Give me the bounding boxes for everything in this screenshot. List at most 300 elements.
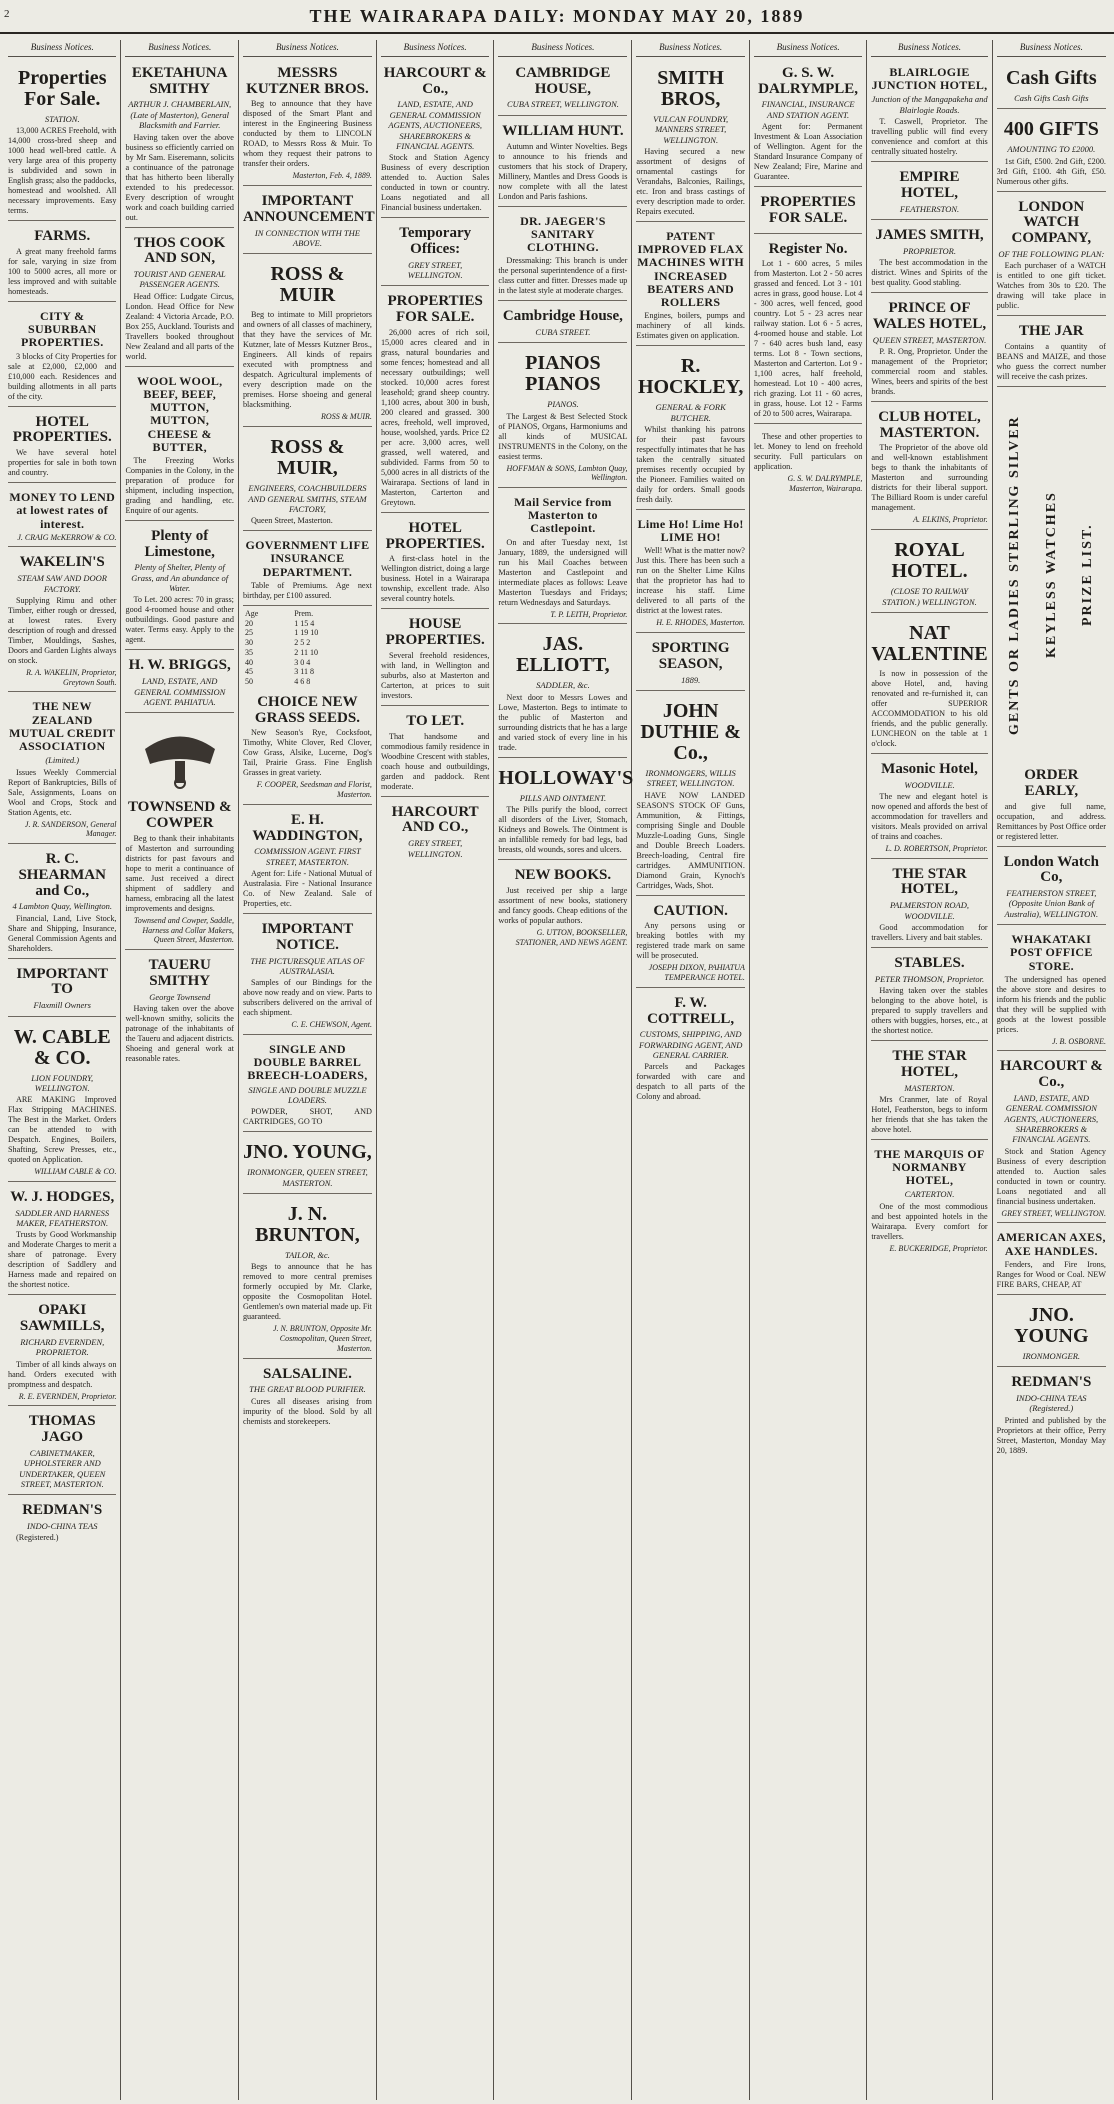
ad-body: Having secured a new assortment of designs of ornamental castings for Verandahs, Balconies, Railings, etc. Iron and brass castings of every description made to order. Repairs executed. — [636, 147, 745, 217]
ad-heading: MONEY TO LEND at lowest rates of interest. — [9, 490, 116, 531]
ad-body: Having taken over the stables belonging to the above hotel, is prepared to supply travellers and others with buggies, horses, etc., at the shortest notice. — [871, 986, 988, 1036]
ad-subheading: IN CONNECTION WITH THE ABOVE. — [254, 227, 360, 249]
column-4 — [377, 40, 494, 2100]
advertisement — [8, 1020, 116, 1182]
ad-body: P. R. Ong, Proprietor. Under the management of the Proprietor; commercial room and stables. Wines, beers and spirits of the best brands. — [871, 346, 988, 396]
ad-signature: J. R. SANDERSON, General Manager. — [24, 819, 117, 839]
ad-heading: SINGLE AND DOUBLE BARREL BREECH-LOADERS, — [247, 1042, 368, 1083]
ad-body: Trusts by Good Workmanship and Moderate Charges to merit a share of patronage. Every description of Saddlery and Harness made and repaired on the shortest notice. — [8, 1230, 117, 1290]
ad-subheading: CUBA STREET, WELLINGTON. — [506, 99, 619, 110]
advertisement — [997, 319, 1106, 387]
advertisement — [8, 847, 116, 959]
advertisement — [754, 237, 862, 425]
advertisement — [997, 1226, 1106, 1294]
ad-heading: LONDON WATCH COMPANY, — [1011, 198, 1092, 247]
ad-subheading: Cash Gifts Cash Gifts — [1014, 92, 1089, 103]
table-row — [243, 648, 372, 658]
advertisement — [871, 533, 987, 613]
ad-heading: R. HOCKLEY, — [637, 355, 744, 399]
ad-subheading: PIANOS. — [547, 399, 579, 410]
ad-heading: CAMBRIDGE HOUSE, — [515, 64, 611, 97]
ad-body: Stock and Station Agency Business of every description attended to. Auction sales conducted in town or country. Loans negotiated and all financial business undertaken. — [996, 1146, 1106, 1206]
ad-body: Issues Weekly Commercial Report of Bankruptcies, Bills of Sale, Assignments, Loans on Wool and Crops, Stock and Station Agents, etc. — [8, 767, 117, 817]
ad-subheading: THE GREAT BLOOD PURIFIER. — [249, 1384, 366, 1395]
ad-signature: Masterton, Feb. 4, 1889. — [292, 171, 372, 181]
ad-signature: WILLIAM CABLE & CO. — [34, 1167, 117, 1177]
ad-body: Just received per ship a large assortment of new books, stationery and fancy goods. Cheap editions of the works of popular authors. — [498, 885, 628, 925]
advertisement — [8, 1409, 116, 1495]
advertisement — [871, 757, 987, 859]
table-row — [243, 667, 372, 677]
column-7 — [750, 40, 867, 2100]
ad-subheading: MASTERTON. — [904, 1082, 955, 1093]
ad-heading: EKETAHUNA SMITHY — [131, 64, 228, 97]
ad-heading: SALSALINE. — [263, 1365, 352, 1382]
columns — [4, 40, 1110, 2100]
column-5 — [494, 40, 632, 2100]
ad-subheading: RICHARD EVERNDEN, PROPRIETOR. — [20, 1336, 105, 1358]
ad-heading: TAUERU SMITHY — [148, 957, 211, 989]
ad-heading: G. S. W. DALRYMPLE, — [758, 64, 859, 97]
ad-body: Well! What is the matter now? Just this. There has been such a run on the Shelter Lime Kilns that the proprietor has had to increase his staff. Lime delivered to all parts of the district at the lowest rates. — [636, 546, 745, 616]
ad-heading: THE STAR HOTEL, — [892, 1048, 967, 1080]
ad-subheading: (Limited.) — [45, 755, 80, 766]
ad-body: and give full name, occupation, and address. Remittances by Post Office order or registered letter. — [996, 801, 1106, 841]
ad-heading: THE STAR HOTEL, — [892, 865, 967, 898]
ad-body: Good accommodation for travellers. Livery and bait stables. — [871, 922, 988, 942]
ad-body: Supplying Rimu and other Timber, either rough or dressed, at lowest rates. Every description of rough and dressed Timber, Mouldings, Sashes, Doors and Garden Lights always on stock. — [8, 595, 117, 665]
advertisement — [498, 627, 627, 757]
ad-subheading: SADDLER, &c. — [536, 680, 590, 691]
ad-heading: THE NEW ZEALAND MUTUAL CREDIT ASSOCIATION — [9, 699, 116, 753]
advertisement — [243, 430, 372, 531]
ad-heading: FARMS. — [34, 228, 91, 245]
advertisement — [997, 928, 1106, 1051]
ad-subheading: IRONMONGER. — [1022, 1350, 1081, 1361]
advertisement — [636, 636, 744, 691]
advertisement — [636, 513, 744, 633]
advertisement — [754, 61, 862, 187]
ad-body: New Season's Rye, Cocksfoot, Timothy, White Clover, Red Clover, Cow Grass, Alsike, Lucerne, Dog's Tail, Prairie Grass. Fine English Grasses in great variety. — [242, 728, 372, 778]
ad-signature: G. UTTON, BOOKSELLER, STATIONER, AND NEWS AGENT. — [515, 927, 628, 947]
ad-body: Several freehold residences, with land, in Wellington and suburbs, also at Masterton and Carterton, at prices to suit investors. — [380, 650, 490, 700]
advertisement — [997, 850, 1106, 926]
advertisement — [997, 1054, 1106, 1223]
ad-body: Next door to Messrs Lowes and Lowe, Masterton. Begs to intimate to the public of Masterton and surrounding districts that he has a large and varied stock of every line in his trade. — [498, 692, 628, 752]
advertisement — [636, 349, 744, 510]
ad-subheading: GREY STREET, WELLINGTON. — [407, 259, 463, 281]
ad-heading: PROPERTIES FOR SALE. — [760, 194, 856, 226]
advertisement — [8, 410, 116, 484]
ad-heading: TOWNSEND & COWPER — [127, 799, 232, 832]
ad-subheading: IRONMONGER, QUEEN STREET, MASTERTON. — [247, 1167, 368, 1188]
ad-body: Agent for: Permanent Investment & Loan Association of Wellington. Agent for the Standard Insurance Company of New Zealand; Fire, Marine and Guarantee. — [753, 122, 863, 182]
ad-heading: Plenty of Limestone, — [144, 527, 215, 560]
ad-heading: 400 GIFTS — [1003, 118, 1099, 141]
section-label: Business Notices. — [636, 40, 744, 57]
advertisement — [498, 304, 627, 343]
ad-body: HAVE NOW LANDED SEASON'S STOCK OF Guns, Ammunition, & Fittings, comprising Single and Double Muzzle-Loading Guns, Single and Double Breech Loaders. Breech-loading, Central fire cartridges. AMMUNITION. Diamond Grain, Kynoch's Cartridges, Wads, Shot. — [636, 790, 745, 890]
table-cell: 20 — [244, 618, 253, 628]
section-label: Business Notices. — [8, 40, 116, 57]
advertisement — [125, 953, 233, 1068]
ad-heading: THOS COOK AND SON, — [134, 234, 226, 267]
advertisement — [871, 616, 987, 754]
ad-heading: R. C. SHEARMAN and Co., — [18, 851, 106, 899]
ad-signature: GREY STREET, WELLINGTON. — [1001, 1208, 1106, 1218]
advertisement — [8, 305, 116, 407]
ad-signature: Townsend and Cowper, Saddle, Harness and Collar Makers, Queen Street, Masterton. — [134, 915, 234, 945]
ad-heading: Lime Ho! Lime Ho! LIME HO! — [637, 516, 744, 545]
column-6 — [632, 40, 749, 2100]
ad-body: Financial, Land, Live Stock, Share and Shipping, Insurance, General Commission Agents and Shareholders. — [8, 913, 117, 953]
advertisement — [871, 296, 987, 402]
ad-signature: T. P. LEITH, Proprietor. — [550, 609, 628, 619]
ad-heading: IMPORTANT NOTICE. — [261, 921, 354, 953]
ad-body: Agent for: Life - National Mutual of Australasia. Fire - National Insurance Co. of New Zealand. Sale of Properties, etc. — [242, 869, 372, 909]
advertisement — [871, 165, 987, 220]
ad-subheading: SINGLE AND DOUBLE MUZZLE LOADERS. — [248, 1084, 367, 1105]
ad-heading: E. H. WADDINGTON, — [252, 811, 363, 844]
ad-subheading: (CLOSE TO RAILWAY STATION.) WELLINGTON. — [882, 586, 977, 607]
page-number: 2 — [4, 8, 10, 20]
ad-heading: HOLLOWAY'S — [498, 766, 634, 789]
column-2 — [121, 40, 238, 2100]
vertical-text: GENTS OR LADIES STERLING SILVER — [1007, 415, 1023, 735]
ad-heading: Masonic Hotel, — [881, 760, 978, 777]
table-cell: 25 — [244, 628, 253, 638]
section-label: Business Notices. — [997, 40, 1106, 57]
advertisement — [243, 917, 372, 1035]
ad-signature: C. E. CHEWSON, Agent. — [291, 1020, 372, 1030]
ad-heading: Cash Gifts — [1006, 66, 1097, 89]
ad-heading: EMPIRE HOTEL, — [899, 169, 960, 201]
advertisement — [498, 761, 634, 860]
advertisement — [243, 534, 372, 606]
ad-body: Fenders, and Fire Irons, Ranges for Wood or Coal. NEW FIRE BARS, CHEAP, AT — [996, 1259, 1106, 1289]
ad-heading: MESSRS KUTZNER BROS. — [246, 64, 369, 97]
ad-heading: HARCOURT & Co., — [999, 1058, 1103, 1091]
ad-heading: ROYAL HOTEL. — [891, 539, 968, 583]
ad-body: Table of Premiums. Age next birthday, per £100 assured. — [242, 580, 372, 600]
table-row — [243, 638, 372, 648]
advertisement — [381, 516, 489, 610]
advertisement — [8, 1298, 116, 1406]
advertisement — [381, 709, 489, 797]
advertisement — [8, 962, 116, 1017]
ad-subheading: ENGINEERS, COACHBUILDERS AND GENERAL SMITHS, STEAM FACTORY, — [248, 483, 367, 514]
ad-subheading: STATION. — [44, 113, 80, 124]
ad-heading: JAMES SMITH, — [875, 226, 984, 243]
ad-body: The undersigned has opened the above store and desires to inform his friends and the public that they will be supplied with goods at the lowest possible prices. — [996, 974, 1106, 1034]
ad-subheading: PROPRIETOR. — [903, 245, 956, 256]
advertisement — [243, 61, 372, 186]
advertisement — [243, 808, 372, 914]
ad-heading: ROSS & MUIR, — [270, 436, 345, 480]
ad-subheading: INDO-CHINA TEAS (Registered.) — [1016, 1392, 1087, 1414]
advertisement — [125, 653, 233, 713]
ad-heading: NAT VALENTINE — [871, 621, 988, 665]
ad-body: 3 blocks of City Properties for sale at £2,000, £2,000 and £10,000 each. Residences and building allotments in all parts of the city. — [8, 351, 117, 401]
table-cell: 40 — [244, 657, 253, 667]
advertisement — [636, 61, 744, 222]
advertisement — [498, 491, 627, 624]
ad-heading: CAUTION. — [653, 902, 728, 919]
advertisement — [125, 370, 233, 521]
ad-subheading: LAND, ESTATE, AND GENERAL COMMISSION AGENT. PAHIATUA. — [134, 676, 226, 707]
advertisement — [498, 119, 627, 207]
ad-body: One of the most commodious and best appointed hotels in the Wairarapa. Every comfort for travellers. — [871, 1201, 988, 1241]
ad-heading: Temporary Offices: — [399, 225, 472, 258]
ad-heading: JOHN DUTHIE & Co., — [640, 699, 741, 764]
table-cell: 35 — [244, 647, 253, 657]
table-cell: 1 15 4 — [294, 618, 315, 628]
ad-heading: SPORTING SEASON, — [651, 640, 730, 672]
ad-heading: ORDER EARLY, — [1024, 767, 1079, 799]
ad-body: 13,000 ACRES Freehold, with 14,000 cross-bred sheep and 1000 head well-bred cattle. A very large area of this property is subdivided and sown in English grass; also the paddocks, homestead and woolshed. All necessary improvements. Easy terms. — [8, 126, 117, 216]
advertisement — [871, 1143, 987, 1258]
ad-heading: PROPERTIES FOR SALE. — [387, 293, 483, 326]
ad-body: T. Caswell, Proprietor. The travelling public will find every convenience and comfort at this centrally situated hostelry. — [871, 117, 988, 157]
advertisement — [871, 1044, 987, 1140]
section-label: Business Notices. — [125, 40, 233, 57]
ad-subheading: 1889. — [681, 674, 701, 685]
ad-heading: CITY & SUBURBAN PROPERTIES. — [20, 309, 104, 350]
table-cell: 3 11 8 — [294, 667, 314, 677]
ad-heading: W. J. HODGES, — [10, 1188, 115, 1205]
advertisement — [8, 1185, 116, 1295]
ad-heading: SMITH BROS, — [657, 66, 724, 110]
advertisement — [636, 694, 744, 896]
ad-subheading: FINANCIAL, INSURANCE AND STATION AGENT. — [761, 99, 855, 120]
ad-body: Having taken over the above business so efficiently carried on by Mr Sam. Eiseremann, solicits a continuance of the patronage that has hitherto been liberally extended to his predecessor. Every description of wrought work and coach building carried out. — [125, 132, 234, 222]
ad-heading: THE MARQUIS OF NORMANBY HOTEL, — [874, 1146, 985, 1188]
ad-heading: W. CABLE & CO. — [13, 1025, 111, 1069]
ad-subheading: PALMERSTON ROAD, WOODVILLE. — [889, 900, 970, 921]
advertisement — [636, 899, 744, 988]
table-row — [243, 658, 372, 668]
ad-subheading: COMMISSION AGENT. FIRST STREET, MASTERTON. — [254, 846, 361, 867]
ad-signature: H. E. RHODES, Masterton. — [656, 618, 745, 628]
ad-heading: HOTEL PROPERTIES. — [385, 519, 485, 552]
table-cell: 30 — [244, 638, 253, 648]
ad-body: To Let. 200 acres: 70 in grass; good 4-roomed house and other outbuildings. Good pasture and water. Terms easy. Apply to the agent. — [125, 595, 234, 645]
ad-subheading: 4 Lambton Quay, Wellington. — [12, 901, 113, 912]
ad-body: Engines, boilers, pumps and machinery of all kinds. Estimates given on application. — [636, 311, 745, 341]
advertisement — [125, 795, 233, 950]
ad-heading: Properties For Sale. — [17, 66, 107, 110]
ad-subheading: FEATHERSTON. — [899, 203, 960, 214]
ad-heading: BLAIRLOGIE JUNCTION HOTEL, — [871, 64, 988, 93]
ad-heading: F. W. COTTRELL, — [647, 994, 735, 1027]
advertisement — [636, 991, 744, 1107]
ad-body: Having taken over the above well-known smithy, solicits the patronage of the inhabitants of the Taueru and adjacent districts. Shoeing and general work at reasonable rates. — [125, 1003, 234, 1063]
advertisement — [381, 612, 489, 706]
saddle-icon — [135, 719, 225, 789]
ad-heading: WHAKATAKI POST OFFICE STORE. — [1009, 932, 1093, 973]
ad-body: POWDER, SHOT, AND CARTRIDGES, GO TO — [242, 1107, 372, 1127]
ad-subheading: IRONMONGERS, WILLIS STREET, WELLINGTON. — [645, 767, 736, 789]
ad-body: Dressmaking: This branch is under the personal superintendence of a first-class cutter and fitter. Dresses made up in the latest style at moderate charges. — [498, 256, 628, 296]
ad-body: Samples of our Bindings for the above now ready and on view. Parts to subscribers delivered on the arrival of each shipment. — [242, 978, 372, 1018]
ad-subheading: OF THE FOLLOWING PLAN: — [998, 248, 1105, 259]
ad-heading: DR. JAEGER'S SANITARY CLOTHING. — [520, 213, 606, 254]
column-9 — [993, 40, 1110, 2100]
advertisement — [754, 427, 862, 498]
ad-heading: THOMAS JAGO — [28, 1413, 96, 1446]
ad-body: Lot 1 - 600 acres, 5 miles from Masterton. Lot 2 - 50 acres grassed and fenced. Lot 3 - 101 acres in grass, good house. Lot 4 - 300 acres, well fenced, good country. Lot 5 - 23 acres near railway station. Lot 6 - 5 acres, 4-roomed house and stable. Lot 7 - 640 acres bush land, easy terms. Lot 8 - Town sections, Masterton and Carterton. Lot 9 - 1,100 acres, half freehold, homestead. Lot 10 - 400 acres, rich grazing. Lot 11 - 60 acres, in grass, house. Lot 12 - Farms of 20 to 500 acres, Wairarapa. — [753, 259, 863, 419]
advertisement — [381, 61, 489, 218]
section-label: Business Notices. — [498, 40, 627, 57]
ad-subheading: LAND, ESTATE, AND GENERAL COMMISSION AGENTS, AUCTIONEERS, SHAREBROKERS & FINANCIAL AGENTS. — [1004, 1092, 1099, 1145]
ad-body: The Freezing Works Companies in the Colony, in the preparation of produce for shipment, including inspection, grading and handling, etc. Enquire of our agents. — [125, 455, 234, 515]
ad-body: We have several hotel properties for sale in both town and country. — [8, 448, 117, 478]
ad-body: Each purchaser of a WATCH is entitled to one gift ticket. Watches from 30s to £20. The drawing will take place in public. — [996, 261, 1106, 311]
ad-heading: REDMAN'S — [22, 1502, 103, 1519]
ad-body: 26,000 acres of rich soil, 15,000 acres cleared and in grass, natural boundaries and some fences; homestead and all necessary outbuildings; well stocked. 10,000 acres forest leasehold; grand sheep country. 1,100 acres, about 300 in bush, 200 cleared and grassed. 300 acres, freehold, well improved, house, woolshed, yards. Price £2 per acre. 3,000 acres, well grassed, well watered, and subdivided. Farms from 50 to 5,000 acres in all districts of the Wairarapa. Sections of land in Masterton, Carterton and Greytown. — [380, 327, 490, 507]
ad-heading: OPAKI SAWMILLS, — [19, 1302, 105, 1335]
column-1 — [4, 40, 121, 2100]
ad-heading: Mail Service from Masterton to Castlepoint. — [514, 495, 612, 536]
advertisement — [243, 257, 372, 427]
ad-body: Beg to announce that they have disposed of the Smart Plant and interest in the Engineering Business conducted by them to LINCOLN ROAD, to Messrs Ross & Muir. To whom they request their patrons to transfer their orders. — [242, 99, 372, 169]
vertical-text: KEYLESS WATCHES — [1043, 491, 1059, 659]
ad-heading: THE JAR — [1019, 323, 1084, 340]
ad-subheading: WOODVILLE. — [904, 779, 955, 790]
section-label: Business Notices. — [871, 40, 987, 57]
ad-subheading: CUSTOMS, SHIPPING, AND FORWARDING AGENT, AND GENERAL CARRIER. — [638, 1029, 743, 1061]
advertisement — [242, 189, 375, 254]
advertisement — [498, 61, 627, 116]
ad-subheading: Junction of the Mangapakeha and Blairlogie Roads. — [871, 94, 988, 115]
advertisement — [871, 223, 987, 293]
ad-body: These and other properties to let. Money to lend on freehold security. Full particulars on application. — [753, 432, 863, 472]
ad-signature: G. S. W. DALRYMPLE, Masterton, Wairarapa. — [787, 474, 863, 494]
advertisement — [997, 763, 1106, 847]
advertisement — [381, 289, 489, 513]
advertisement — [243, 690, 372, 805]
ad-body: Timber of all kinds always on hand. Orders executed with promptness and despatch. — [8, 1359, 117, 1389]
ad-subheading: GENERAL & FORK BUTCHER. — [655, 402, 726, 423]
table-row — [243, 628, 372, 638]
ad-heading: ROSS & MUIR — [270, 263, 345, 307]
ad-body: Queen Street, Masterton. — [250, 516, 333, 526]
ad-body: On and after Tuesday next, 1st January, 1889, the undersigned will run his Mail Coaches between Masterton and Castlepoint and intermediate places as follows: Leave Masterton Tuesdays and Fridays; return Wednesdays and Saturdays. — [498, 537, 628, 607]
advertisement — [125, 61, 233, 228]
advertisement — [997, 112, 1106, 191]
masthead — [0, 0, 1114, 34]
advertisement — [381, 221, 489, 286]
advertisement — [243, 1135, 372, 1194]
table-header: Prem. — [294, 608, 314, 618]
advertisement — [125, 231, 233, 367]
advertisement — [8, 61, 116, 221]
ad-body: The Largest & Best Selected Stock of PIANOS, Organs, Harmoniums and all kinds of MUSICAL INSTRUMENTS in the Colony, on the easiest terms. — [498, 411, 628, 461]
ad-subheading: TAILOR, &c. — [284, 1250, 330, 1261]
ad-heading: PATENT IMPROVED FLAX MACHINES WITH INCREASED BEATERS AND ROLLERS — [637, 229, 744, 309]
ad-body: Mrs Cranmer, late of Royal Hotel, Featherston, begs to inform her friends that she has taken the above hotel. — [871, 1094, 988, 1134]
advertisement — [997, 61, 1106, 109]
ad-body: The new and elegant hotel is now opened and affords the best of accommodation for travellers and visitors. Meals provided on arrival of trains and coaches. — [871, 791, 988, 841]
ad-body: Autumn and Winter Novelties. Begs to announce to his friends and customers that his stock of Drapery, Millinery, Mantles and Dress Goods is now complete with all the latest London and Paris fashions. — [498, 141, 628, 201]
ad-body: A great many freehold farms for sale, varying in size from 100 to 5000 acres, all more or less improved and with suitable homesteads. — [8, 247, 117, 297]
ad-body: Head Office: Ludgate Circus, London. Head Office for New Zealand: 4 Victoria Arcade, P.O. Box 255, Auckland. Tourists and Travellers booked throughout New Zealand and all parts of the world. — [125, 291, 234, 361]
section-label: Business Notices. — [381, 40, 489, 57]
ad-heading: JAS. ELLIOTT, — [516, 633, 610, 677]
advertisement — [754, 190, 862, 234]
ad-heading: HARCOURT & Co., — [383, 64, 487, 97]
table-cell: 45 — [244, 667, 253, 677]
ad-signature: A. ELKINS, Proprietor. — [913, 515, 988, 525]
ad-signature: ROSS & MUIR. — [321, 412, 372, 422]
ad-body: Is now in possession of the above Hotel, and, having renovated and re-furnished it, can offer SUPERIOR ACCOMMODATION to his old friends, and the public generally. LUNCHEON on the table at 1 o'clock. — [871, 668, 988, 748]
ad-body: The best accommodation in the district. Wines and Spirits of the best quality. Good stabling. — [871, 258, 988, 288]
ad-subheading: George Townsend — [149, 991, 211, 1002]
ad-signature: R. E. EVERNDEN, Proprietor. — [18, 1391, 117, 1401]
advertisement — [243, 1197, 372, 1359]
table-cell: 50 — [244, 677, 253, 687]
ad-signature: L. D. ROBERTSON, Proprietor. — [885, 843, 988, 853]
table-cell: 2 5 2 — [294, 638, 311, 648]
ad-heading: IMPORTANT ANNOUNCEMENT — [242, 193, 375, 225]
table-cell: 3 0 4 — [294, 657, 311, 667]
ad-subheading: LION FOUNDRY, WELLINGTON. — [31, 1072, 94, 1093]
advertisement — [8, 224, 116, 302]
advertisement — [997, 1370, 1106, 1459]
ad-heading: WILLIAM HUNT. — [502, 122, 624, 139]
ad-subheading: Flaxmill Owners — [33, 1000, 91, 1011]
advertisement — [871, 61, 987, 162]
column-3 — [239, 40, 377, 2100]
ad-subheading: GREY STREET, WELLINGTON. — [407, 838, 463, 859]
ad-heading: Cambridge House, — [502, 308, 623, 325]
table-cell: 4 6 8 — [294, 677, 311, 687]
ad-body: Stock and Station Agency Business of every description attended to. Auction Sales conducted in town or country. Loans negotiated and all Financial business undertaken. — [380, 153, 490, 213]
vertical-text: PRIZE LIST. — [1080, 523, 1096, 627]
newspaper-title: THE WAIRARAPA DAILY: MONDAY MAY 20, 1889 — [309, 6, 805, 26]
premium-table — [243, 609, 372, 687]
ad-body: The Pills purify the blood, correct all disorders of the Liver, Stomach, Kidneys and Bowels. The Ointment is an infallible remedy for bad legs, bad breasts, old wounds, sores and ulcers. — [498, 805, 628, 855]
ad-signature: J. CRAIG McKERROW & CO. — [17, 532, 117, 542]
ad-body: Printed and published by the Proprietors at their office, Perry Street, Masterton, Monday May 20, 1889. — [996, 1415, 1106, 1455]
ad-heading: JNO. YOUNG — [1014, 1303, 1089, 1347]
advertisement — [498, 346, 627, 488]
ad-subheading: THE PICTURESQUE ATLAS OF AUSTRALASIA. — [250, 955, 365, 976]
ad-signature: J. B. OSBORNE. — [1051, 1036, 1106, 1046]
table-row — [243, 677, 372, 687]
ad-subheading: Plenty of Shelter, Plenty of Grass, and An abundance of Water. — [131, 562, 229, 594]
ad-heading: WAKELIN'S — [19, 554, 105, 571]
ad-heading: CHOICE NEW GRASS SEEDS. — [254, 693, 360, 726]
advertisement — [997, 195, 1106, 317]
ad-subheading: PETER THOMSON, Proprietor. — [874, 973, 985, 984]
section-label: Business Notices. — [243, 40, 372, 57]
ad-body: ARE MAKING Improved Flax Stripping MACHINES. The Best in the Market. Orders can be attended to with Despatch. Engines, Boilers, Shafting, Screw Presses, etc., quoted on Application. — [8, 1095, 117, 1165]
ad-heading: J. N. BRUNTON, — [255, 1203, 360, 1247]
ad-heading: PIANOS PIANOS — [525, 352, 601, 396]
ad-subheading: TOURIST AND GENERAL PASSENGER AGENTS. — [133, 269, 226, 290]
ad-body: Any persons using or breaking bottles with my registered trade mark on same will be prosecuted. — [636, 921, 745, 961]
advertisement — [243, 1362, 372, 1431]
table-header: Age — [244, 608, 259, 618]
ad-heading: HARCOURT AND CO., — [391, 803, 479, 836]
ad-signature: F. COOPER, Seedsman and Florist, Masterton. — [256, 780, 372, 800]
ad-heading: STABLES. — [894, 954, 965, 971]
ad-subheading: ARTHUR J. CHAMBERLAIN, (Late of Masterton), General Blacksmith and Farrier. — [128, 99, 232, 131]
ad-subheading: CARTERTON. — [904, 1189, 955, 1200]
ad-heading: GOVERNMENT LIFE INSURANCE DEPARTMENT. — [245, 538, 370, 579]
ad-heading: AMERICAN AXES, AXE HANDLES. — [996, 1230, 1106, 1258]
